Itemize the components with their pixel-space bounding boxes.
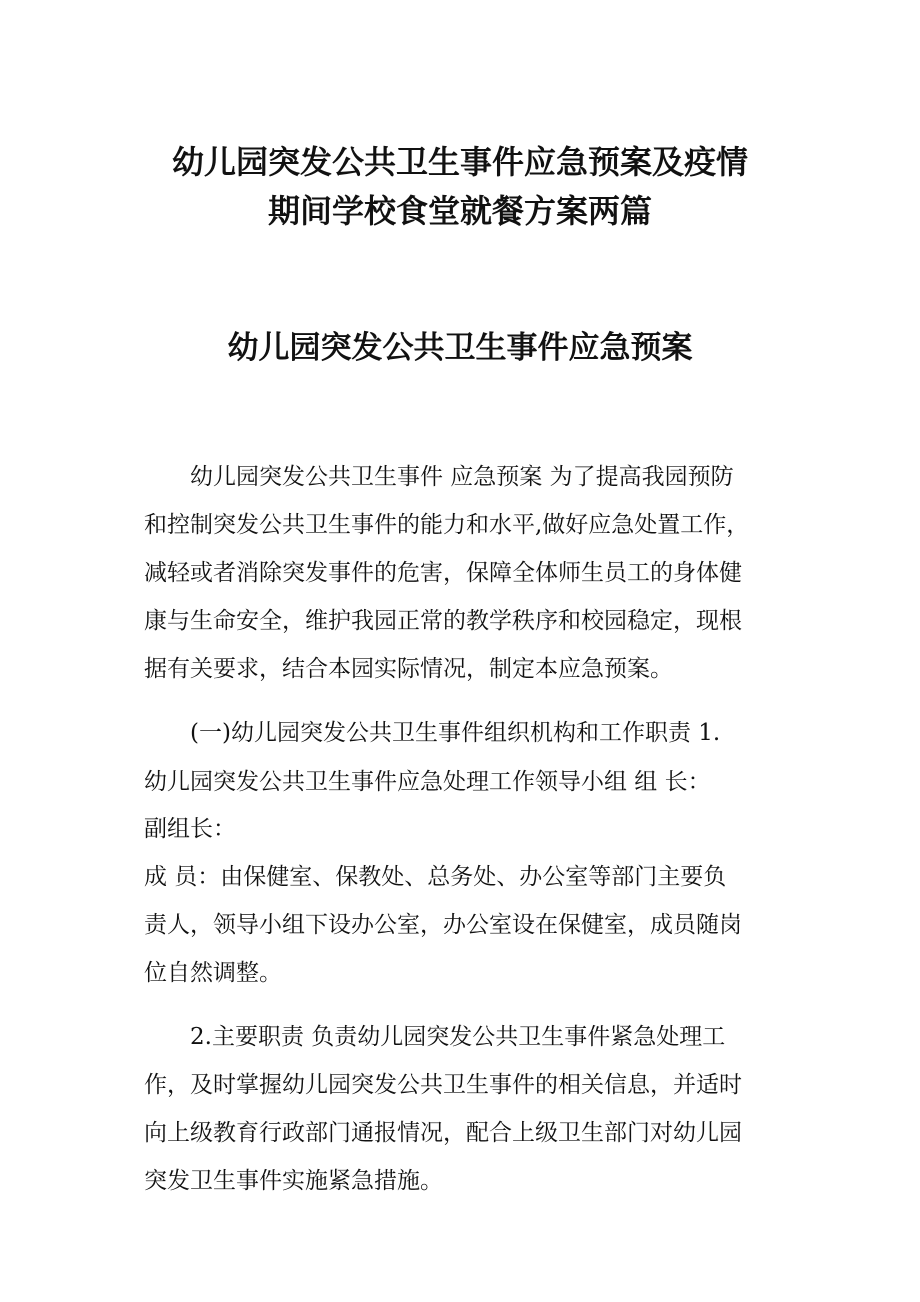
- section-title: 幼儿园突发公共卫生事件应急预案: [227, 330, 693, 366]
- paragraph-line: 突发卫生事件实施紧急措施。: [144, 1168, 443, 1194]
- paragraph-line: 减轻或者消除突发事件的危害，保障全体师生员工的身体健: [144, 560, 742, 586]
- paragraph-line: 作，及时掌握幼儿园突发公共卫生事件的相关信息，并适时: [144, 1072, 742, 1098]
- paragraph-line: 副组长：: [144, 816, 236, 842]
- document-title-line-2: 期间学校食堂就餐方案两篇: [267, 192, 652, 230]
- paragraph-line: 康与生命安全，维护我园正常的教学秩序和校园稳定，现根: [144, 608, 742, 634]
- paragraph-line: 和控制突发公共卫生事件的能力和水平,做好应急处置工作，: [144, 512, 750, 538]
- paragraph-line: 2.主要职责 负责幼儿园突发公共卫生事件紧急处理工: [190, 1024, 726, 1050]
- paragraph-line: 成 员：由保健室、保教处、总务处、办公室等部门主要负: [144, 864, 727, 890]
- paragraph-line: 位自然调整。: [144, 960, 282, 986]
- document-title-line-1: 幼儿园突发公共卫生事件应急预案及疫情: [171, 143, 748, 181]
- paragraph-line: 责人，领导小组下设办公室，办公室设在保健室，成员随岗: [144, 912, 742, 938]
- paragraph-line: 向上级教育行政部门通报情况，配合上级卫生部门对幼儿园: [144, 1120, 742, 1146]
- paragraph-line: (一)幼儿园突发公共卫生事件组织机构和工作职责 1.: [190, 720, 721, 746]
- paragraph-line: 据有关要求，结合本园实际情况，制定本应急预案。: [144, 656, 673, 682]
- paragraph-line: 幼儿园突发公共卫生事件应急处理工作领导小组 组 长：: [144, 769, 711, 795]
- paragraph-line: 幼儿园突发公共卫生事件 应急预案 为了提高我园预防: [190, 464, 734, 490]
